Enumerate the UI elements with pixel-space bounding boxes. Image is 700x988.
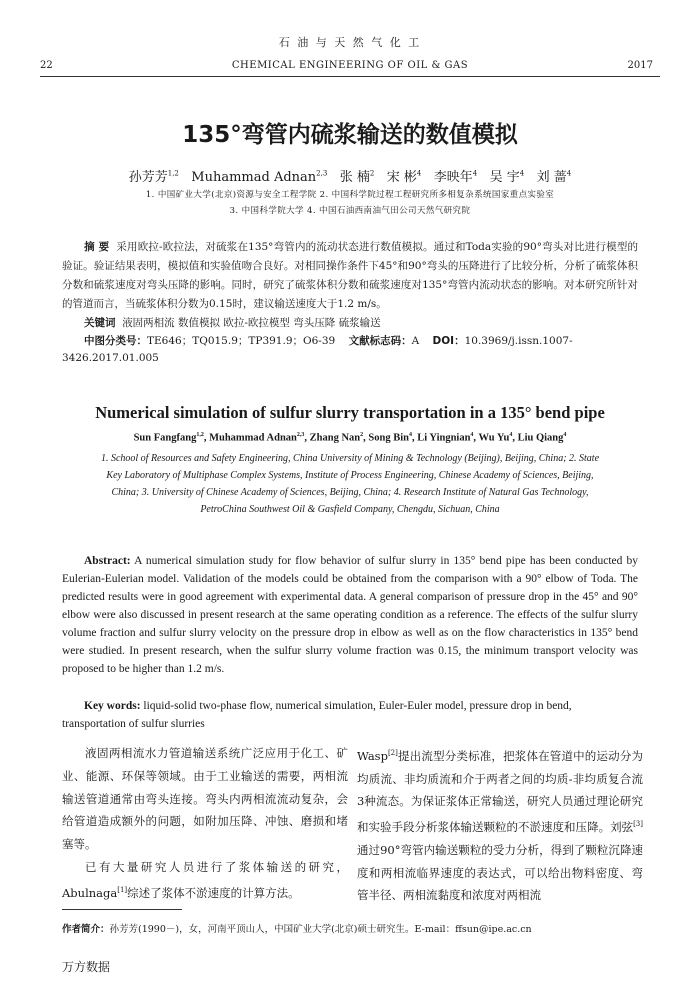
body-column-left: [62, 742, 348, 904]
doc-code-value: A: [411, 335, 420, 347]
keywords-en: [62, 697, 638, 733]
abstract-en-text: A numerical simulation study for flow behavior of sulfur slurry in 135° bend pipe has been conducted by Eulerian-Eulerian model. Validation of the models could be obtained from the comparison with a 90° elbow of Toda. The predicted results were in good agreement with experimental data. A general comparison of pressure drop in the 45° and 90° elbow were also discussed in present research at the same operating condition as a reference. The effects of the sulfur slurry volume fraction and sulfur slurry velocity on the pressure drop in elbow as well as on the flow characteristics in 135° bend were studied. In present research, when the sulfur slurry volume fraction was 0.15, the minimum transport velocity was proposed to be higher than 1.2 m/s.: [62, 555, 639, 675]
keywords-cn: [84, 315, 381, 330]
author-en: Sun Fangfang: [133, 432, 197, 444]
author-en: Liu Qiang: [517, 432, 564, 444]
keywords-en-text: liquid-solid two-phase flow, numerical simulation, Euler-Euler model, pressure drop in bend, transportation of sulfur slurries: [62, 700, 572, 730]
author-en: Song Bin: [368, 432, 409, 444]
author-cn: 宋 彬: [386, 170, 417, 185]
author-cn: 李映年: [433, 170, 473, 185]
doi-value[interactable]: 10.3969/j.issn.1007-: [464, 335, 573, 347]
author-cn: Muhammad Adnan: [191, 170, 317, 185]
body-paragraph: Wasp[2]提出流型分类标准，把浆体在管道中的运动分为均质流、非均质流和介于两者之间的均质-非均质复合流3种流态。为保证浆体正常输送，研究人员通过理论研究和实验手段分析浆体输送颗粒的不淤速度和压降。刘弦[3]通过90°弯管内输送颗粒的受力分析，得到了颗粒沉降速度和两相流临界速度的表达式，可以给出物料密度、弯管半径、两相流黏度和浓度对两相流: [357, 748, 643, 903]
keywords-cn-label: 关键词: [84, 317, 116, 329]
author-cn: 张 楠: [339, 170, 370, 185]
footnote-label: 作者简介：: [62, 924, 110, 935]
doi-label: DOI：: [432, 335, 465, 347]
journal-title-cn: 石 油 与 天 然 气 化 工: [278, 36, 422, 49]
doc-code-label: 文献标志码：: [348, 335, 412, 347]
paper-title-en: Numerical simulation of sulfur slurry transportation in a 135° bend pipe: [95, 403, 605, 422]
citation-ref[interactable]: [1]: [117, 885, 128, 894]
abstract-en: [62, 552, 638, 678]
author-en: Muhammad Adnan: [209, 432, 297, 444]
author-cn: 刘 蔷: [536, 170, 567, 185]
journal-title-en: CHEMICAL ENGINEERING OF OIL & GAS: [231, 60, 469, 71]
keywords-en-label: Key words:: [84, 700, 141, 712]
body-column-right: [357, 742, 643, 907]
citation-ref[interactable]: [2]: [387, 749, 398, 757]
footnote-text: 孙芳芳(1990－)，女，河南平顶山人，中国矿业大学(北京)硕士研究生。E-mail：ffsun@ipe.ac.cn: [109, 924, 532, 935]
doi-continuation[interactable]: 3426.2017.01.005: [62, 352, 159, 364]
abstract-en-label: Abstract:: [84, 555, 131, 567]
clc-label: 中图分类号：: [84, 335, 147, 347]
abstract-cn-text: 采用欧拉-欧拉法，对硫浆在135°弯管内的流动状态进行数值模拟。通过和Toda实验的90°弯头对比进行模型的验证。验证结果表明，模拟值和实验值吻合良好。对相同操作条件下45°和90°弯头的压降进行了比较分析，分析了硫浆体积分数和硫浆速度对弯头压降的影响。同时，研究了硫浆体积分数和硫浆速度对135°弯管内流动状态的影响。对本研究所针对的管道而言，当硫浆体积分数为0.15时，建议输送速度大于1.2 m/s。: [62, 241, 638, 310]
page-number: 22: [40, 60, 53, 71]
affiliations-en: 1. School of Resources and Safety Engineering, China University of Mining & Technology (Beijing), Beijing, China; 2. State Key Laboratory of Multiphase Complex Systems, Institute of Process Engineering, Chinese Academy of Sciences, Beijing, China; 3. University of Chinese Academy of Sciences, Beijing, China; 4. Research Institute of Natural Gas Technology, PetroChina Southwest Oil & Gasfield Company, Chengdu, Sichuan, China: [100, 453, 600, 515]
author-en: Zhang Nan: [309, 432, 361, 444]
author-en: Li Yingnian: [417, 432, 471, 444]
abstract-cn-label: 摘 要: [84, 241, 110, 253]
author-en: Wu Yu: [478, 432, 510, 444]
citation-ref[interactable]: [3]: [633, 820, 643, 829]
keywords-cn-text: 液固两相流 数值模拟 欧拉-欧拉模型 弯头压降 硫浆输送: [122, 317, 381, 329]
body-paragraph: 液固两相流水力管道输送系统广泛应用于化工、矿业、能源、环保等领域。由于工业输送的需要，两相流输送管道通常由弯头连接。弯头内两相流流动复杂，会给管道造成额外的问题，如附加压降、冲蚀、磨损和堵塞等。: [62, 746, 348, 852]
affiliation-cn-line: 1. 中国矿业大学(北京)资源与安全工程学院 2. 中国科学院过程工程研究所多相复杂系统国家重点实验室: [145, 190, 555, 200]
author-cn: 吴 宇: [489, 170, 520, 185]
clc-value: TE646；TQ015.9；TP391.9；O6-39: [147, 335, 336, 347]
source-watermark: 万方数据: [62, 960, 111, 974]
paper-title-cn: 135°弯管内硫浆输送的数值模拟: [182, 122, 518, 148]
classification-line: [84, 333, 573, 348]
author-footnote: [62, 921, 532, 935]
header-rule: [40, 76, 660, 77]
affiliation-cn-line: 3. 中国科学院大学 4. 中国石油西南油气田公司天然气研究院: [229, 206, 471, 216]
author-list-cn: 孙芳芳$^{1,2}$ Muhammad Adnan$^{2,3}$ 张 楠$^2$ 宋 彬$^4$ 李映年$^4$ 吴 宇$^4$ 刘 蔷$^4$: [128, 169, 572, 185]
author-list-en: Sun Fangfang$^{1,2}$, Muhammad Adnan$^{2,3}$, Zhang Nan$^2$, Song Bin$^4$, Li Yingnian$^4$, Wu Yu$^4$, Liu Qiang$^4$: [133, 432, 567, 444]
abstract-cn: [62, 238, 638, 314]
author-cn: 孙芳芳: [128, 170, 168, 185]
issue-year: 2017: [627, 60, 653, 71]
body-paragraph: 已有大量研究人员进行了浆体输送的研究，Abulnaga[1]综述了浆体不淤速度的计算方法。: [62, 859, 348, 900]
footnote-rule: [62, 909, 182, 910]
